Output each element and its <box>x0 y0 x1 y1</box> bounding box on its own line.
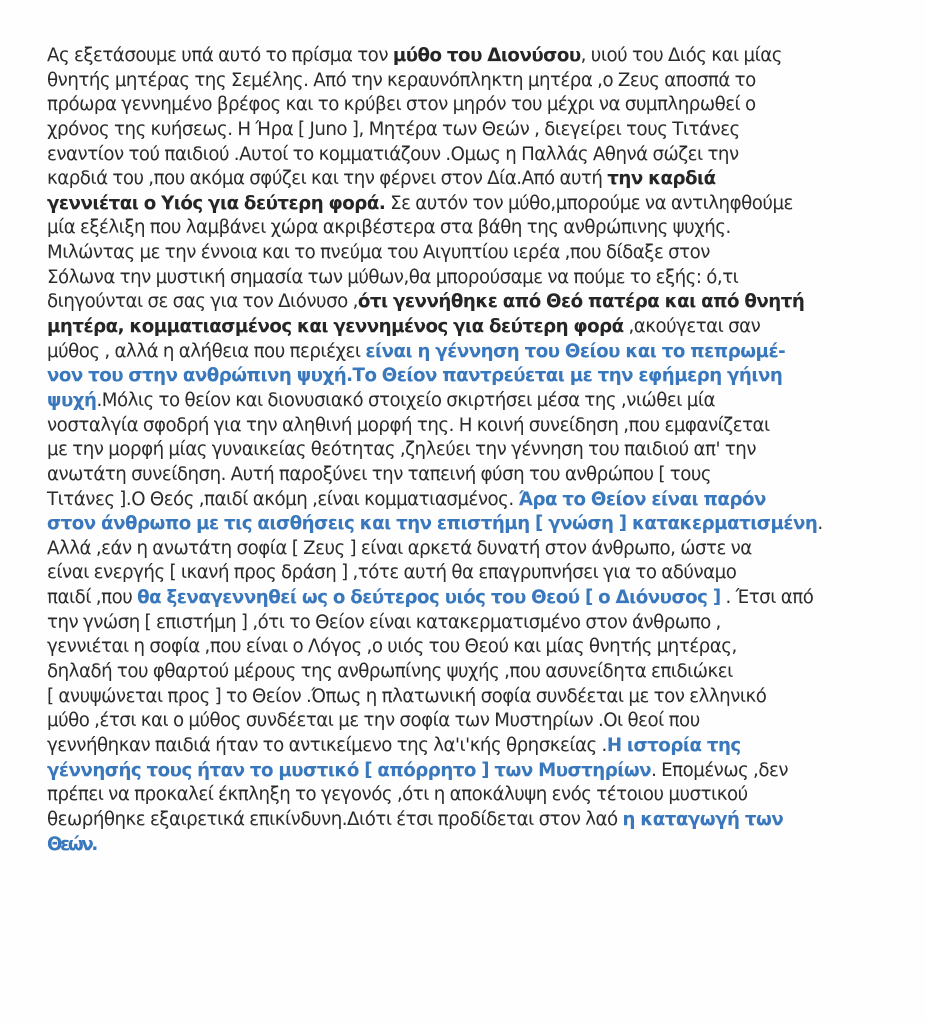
body-text: Αλλά ,εάν η ανωτάτη σοφία [ Ζευς ] είναι αρκετά δυνατή στον άνθρωπο, ώστε να <box>47 537 752 559</box>
body-text: ανωτάτη συνείδηση. Αυτή παροξύνει την ταπεινή φύση του ανθρώπου [ τους <box>47 463 712 485</box>
text-line <box>47 833 887 858</box>
bold-text: γεννιέται ο Υιός για δεύτερη φορά. <box>47 192 386 214</box>
text-line <box>47 266 887 291</box>
body-text: μία εξέλιξη που λαμβάνει χώρα ακριβέστερα στα βάθη της ανθρώπινης ψυχής. <box>47 217 731 239</box>
text-line <box>47 783 887 808</box>
body-text: διηγούνται σε σας για τον Διόνυσο , <box>47 291 358 313</box>
text-line <box>47 709 887 734</box>
body-text: θεωρήθηκε εξαιρετικά επικίνδυνη.Διότι έτσι προδίδεται στον λαό <box>47 808 623 830</box>
text-line <box>47 364 887 389</box>
text-line <box>47 512 887 537</box>
highlighted-text: θα ξεναγεννηθεί ως ο δεύτερος υιός του Θεού [ ο Διόνυσος ] <box>137 587 721 609</box>
body-text: Μιλώντας με την έννοια και το πνεύμα του Αιγυπτίου ιερέα ,που δίδαξε στον <box>47 242 710 264</box>
highlighted-text: Θεών. <box>47 833 96 855</box>
body-text: χρόνος της κυήσεως. Η Ήρα [ Juno ], Μητέρα των Θεών , διεγείρει τους Τιτάνες <box>47 118 740 140</box>
text-line <box>47 290 887 315</box>
body-text: Ας εξετάσουμε υπά αυτό το πρίσμα τον <box>47 45 393 66</box>
text-line <box>47 414 887 439</box>
text-line <box>47 192 887 217</box>
text-line <box>47 660 887 685</box>
body-text: εναντίον τού παιδιού .Αυτοί το κομματιάζουν .Ομως η Παλλάς Αθηνά σώζει την <box>47 143 739 165</box>
text-line <box>47 488 887 513</box>
text-line <box>47 340 887 365</box>
text-line <box>47 611 887 636</box>
text-line <box>47 759 887 784</box>
body-paragraph <box>47 44 887 857</box>
text-line <box>47 685 887 710</box>
text-line <box>47 438 887 463</box>
body-text: Σόλωνα την μυστική σημασία των μύθων,θα μπορούσαμε να πούμε το εξής: ό,τι <box>47 266 739 288</box>
body-text: είναι ενεργής [ ικανή προς δράση ] ,τότε αυτή θα επαγρυπνήσει για το αδύναμο <box>47 562 737 584</box>
text-line <box>47 93 887 118</box>
body-text: νοσταλγία σφοδρή για την αληθινή μορφή της. Η κοινή συνείδηση ,που εμφανίζεται <box>47 414 770 436</box>
highlighted-text: Η ιστορία της <box>606 734 741 756</box>
body-text: . <box>817 513 823 535</box>
body-text: γεννιέται η σοφία ,που είναι ο Λόγος ,ο υιός του Θεού και μίας θνητής μητέρας, <box>47 636 737 658</box>
body-text: .Μόλις το θείον και διονυσιακό στοιχείο σκιρτήσει μέσα της ,νιώθει μία <box>96 389 715 411</box>
text-line <box>47 537 887 562</box>
body-text: καρδιά του ,που ακόμα σφύζει και την φέρνει στον Δία.Από αυτή <box>47 168 608 190</box>
body-text: μύθος , αλλά η αλήθεια που περιέχει <box>47 340 366 362</box>
highlighted-text: Άρα το Θείον είναι παρόν <box>518 488 766 510</box>
body-text: πρόωρα γεννημένο βρέφος και το κρύβει στον μηρόν του μέχρι να συμπληρωθεί ο <box>47 94 756 116</box>
bold-text: μητέρα, κομματιασμένος και γεννημένος για δεύτερη φορά <box>47 316 624 338</box>
text-line <box>47 143 887 168</box>
highlighted-text: στον άνθρωπο με τις αισθήσεις και την επιστήμη [ γνώση ] κατακερματισμένη <box>47 513 818 535</box>
body-text: την γνώση [ επιστήμη ] ,ότι το Θείον είναι κατακερματισμένο στον άνθρωπο , <box>47 611 721 633</box>
body-text: [ ανυψώνεται προς ] το Θείον .Όπως η πλατωνική σοφία συνδέεται με τον ελληνικό <box>47 685 767 707</box>
body-text: δηλαδή του φθαρτού μέρους της ανθρωπίνης ψυχής ,που ασυνείδητα επιδιώκει <box>47 661 733 683</box>
body-text: . Επομένως ,δεν <box>651 759 788 781</box>
text-line <box>47 389 887 414</box>
body-text: θνητής μητέρας της Σεμέλης. Από την κεραυνόπληκτη μητέρα ,ο Ζευς αποσπά το <box>47 69 756 91</box>
bold-text: μύθο του Διονύσου <box>392 45 581 66</box>
body-text: . Έτσι από <box>720 587 814 609</box>
body-text: Τιτάνες ].Ο Θεός ,παιδί ακόμη ,είναι κομματιασμένος. <box>47 488 519 510</box>
highlighted-text: ψυχή <box>47 389 97 411</box>
text-line <box>47 167 887 192</box>
text-line <box>47 808 887 833</box>
text-line <box>47 69 887 94</box>
text-line <box>47 241 887 266</box>
text-line <box>47 315 887 340</box>
text-line <box>47 118 887 143</box>
body-text: , υιού του Διός και μίας <box>580 45 782 66</box>
bold-text: την καρδιά <box>607 168 716 190</box>
body-text: παιδί ,που <box>47 587 138 609</box>
text-line <box>47 463 887 488</box>
text-line <box>47 216 887 241</box>
text-line <box>47 44 887 69</box>
highlighted-text: είναι η γέννηση του Θείου και το πεπρωμέ- <box>365 340 786 362</box>
text-line <box>47 561 887 586</box>
body-text: μύθο ,έτσι και ο μύθος συνδέεται με την σοφία των Μυστηρίων .Οι θεοί που <box>47 710 700 732</box>
highlighted-text: η καταγωγή των <box>622 808 784 830</box>
text-line <box>47 635 887 660</box>
body-text: με την μορφή μίας γυναικείας θεότητας ,ζηλεύει την γέννηση του παιδιού απ' την <box>47 439 757 461</box>
body-text: Σε αυτόν τον μύθο,μπορούμε να αντιληφθούμε <box>385 192 793 214</box>
highlighted-text: γέννησής τους ήταν το μυστικό [ απόρρητο ] των Μυστηρίων <box>47 759 652 781</box>
text-line <box>47 586 887 611</box>
highlighted-text: νον του στην ανθρώπινη ψυχή.Το Θείον παντρεύεται με την εφήμερη γήινη <box>47 365 783 387</box>
body-text: πρέπει να προκαλεί έκπληξη το γεγονός ,ότι η αποκάλυψη ενός τέτοιου μυστικού <box>47 784 748 806</box>
bold-text: ότι γεννήθηκε από Θεό πατέρα και από θνητή <box>357 291 805 313</box>
body-text: γεννήθηκαν παιδιά ήταν το αντικείμενο της λα'ι'κής θρησκείας . <box>47 734 607 756</box>
text-line <box>47 734 887 759</box>
body-text: ,ακούγεται σαν <box>623 316 761 338</box>
